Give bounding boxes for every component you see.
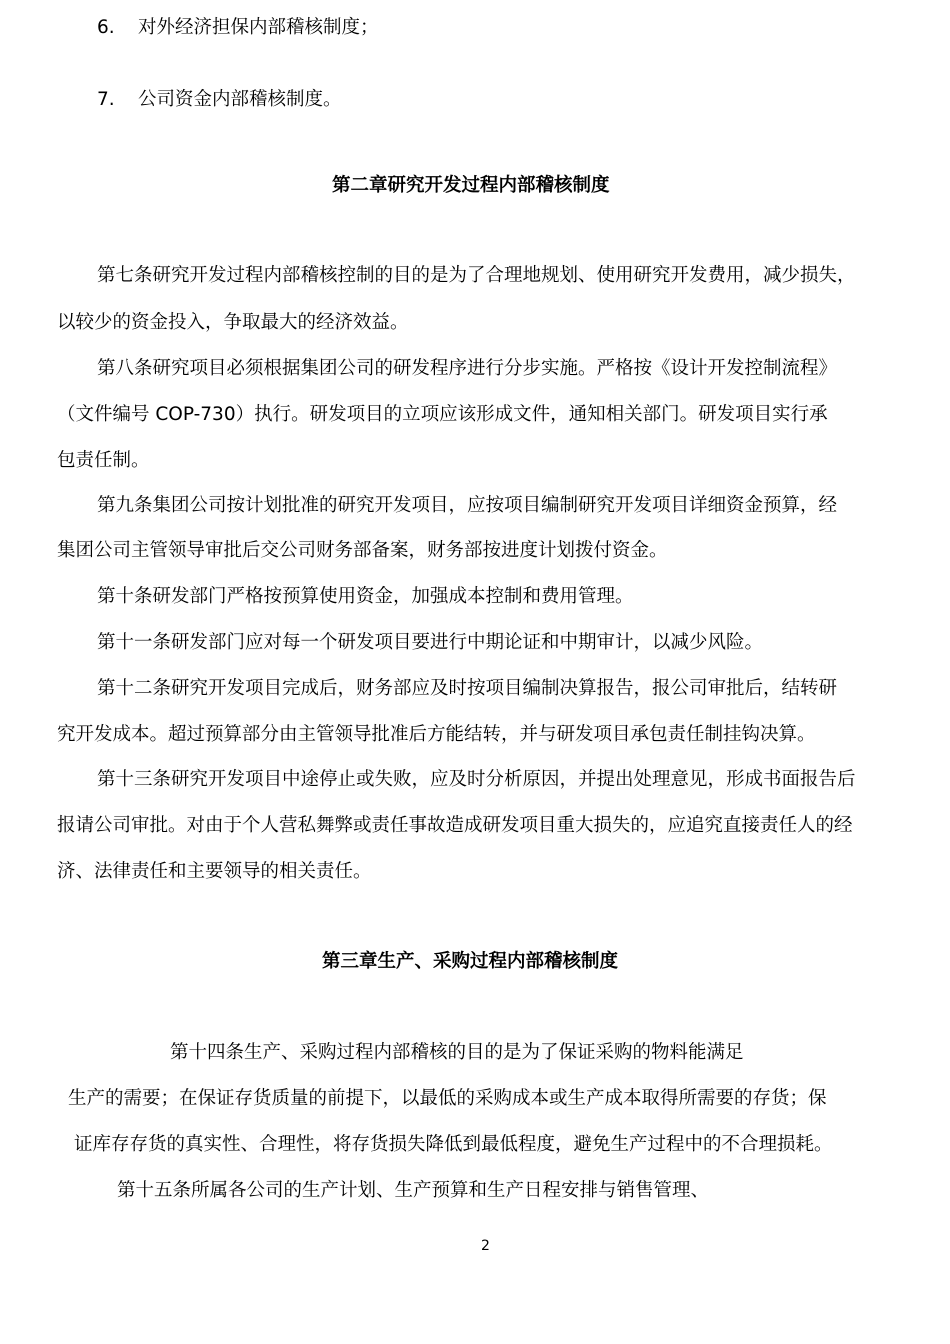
body-line: 证库存存货的真实性、合理性，将存货损失降低到最低程度，避免生产过程中的不合理损耗。 bbox=[74, 1134, 833, 1155]
body-line: 第七条研究开发过程内部稽核控制的目的是为了合理地规划、使用研究开发费用，减少损失， bbox=[97, 265, 856, 286]
body-line: 第十条研发部门严格按预算使用资金，加强成本控制和费用管理。 bbox=[97, 586, 634, 607]
body-line: 第八条研究项目必须根据集团公司的研发程序进行分步实施。严格按《设计开发控制流程》 bbox=[97, 358, 838, 379]
list-item-number: 6. bbox=[97, 17, 115, 38]
body-line: 报请公司审批。对由于个人营私舞弊或责任事故造成研发项目重大损失的，应追究直接责任人的经 bbox=[57, 815, 853, 836]
body-line: 第十二条研究开发项目完成后，财务部应及时按项目编制决算报告，报公司审批后，结转研 bbox=[97, 678, 838, 699]
body-line: （文件编号 COP-730）执行。研发项目的立项应该形成文件，通知相关部门。研发项目实行承 bbox=[57, 404, 828, 425]
body-line: 究开发成本。超过预算部分由主管领导批准后方能结转，并与研发项目承包责任制挂钩决算。 bbox=[57, 724, 816, 745]
list-item-number: 7. bbox=[97, 89, 115, 110]
list-item: 公司资金内部稽核制度。 bbox=[138, 89, 342, 110]
body-line: 第十五条所属各公司的生产计划、生产预算和生产日程安排与销售管理、 bbox=[117, 1180, 710, 1201]
chapter-2-title: 第二章研究开发过程内部稽核制度 bbox=[332, 175, 610, 196]
body-line: 包责任制。 bbox=[57, 450, 150, 471]
page-number: 2 bbox=[481, 1238, 490, 1254]
body-line: 济、法律责任和主要领导的相关责任。 bbox=[57, 861, 372, 882]
chapter-3-title: 第三章生产、采购过程内部稽核制度 bbox=[322, 951, 619, 972]
body-line: 以较少的资金投入，争取最大的经济效益。 bbox=[57, 312, 409, 333]
body-line: 第九条集团公司按计划批准的研究开发项目，应按项目编制研究开发项目详细资金预算，经 bbox=[97, 495, 838, 516]
body-line: 生产的需要；在保证存货质量的前提下，以最低的采购成本或生产成本取得所需要的存货；保 bbox=[68, 1088, 827, 1109]
list-item: 对外经济担保内部稽核制度； bbox=[138, 17, 379, 38]
body-line: 第十一条研发部门应对每一个研发项目要进行中期论证和中期审计，以减少风险。 bbox=[97, 632, 764, 653]
body-line: 集团公司主管领导审批后交公司财务部备案，财务部按进度计划拨付资金。 bbox=[57, 540, 668, 561]
body-line: 第十四条生产、采购过程内部稽核的目的是为了保证采购的物料能满足 bbox=[170, 1042, 744, 1063]
body-line: 第十三条研究开发项目中途停止或失败，应及时分析原因，并提出处理意见，形成书面报告后 bbox=[97, 769, 856, 790]
